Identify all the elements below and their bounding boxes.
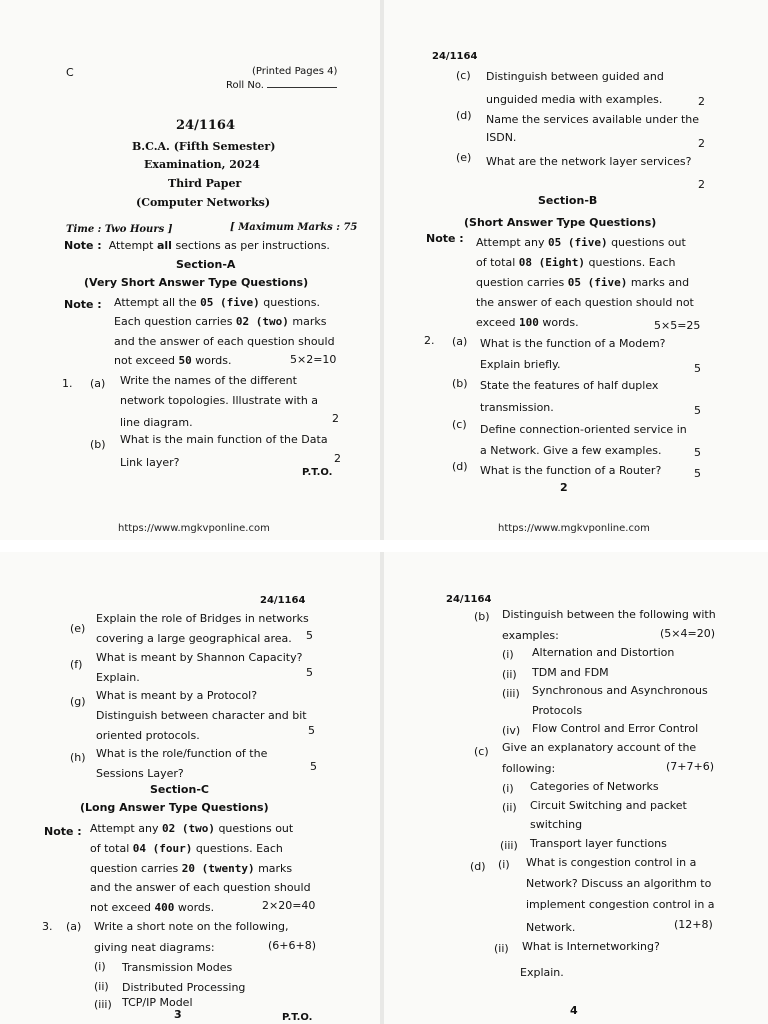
question-1b-marks: 2: [334, 452, 341, 465]
question-3c-item-2-label: (ii): [502, 801, 517, 814]
question-2g-label: (g): [70, 695, 86, 708]
question-3a-item-2-label: (ii): [94, 980, 109, 993]
section-a-note-label: Note :: [64, 298, 102, 311]
section-c-note-marks: 2×20=40: [262, 899, 316, 912]
question-1d-marks: 2: [698, 137, 705, 150]
section-c-note-line-5: not exceed 400 words.: [90, 901, 215, 914]
paper-code: 24/1164: [432, 51, 478, 62]
paper-number: Third Paper: [168, 177, 242, 190]
question-3d-i-line-1: What is congestion control in a: [526, 856, 697, 869]
question-3a-label: (a): [66, 920, 82, 933]
section-c-subtitle: (Long Answer Type Questions): [80, 801, 269, 814]
question-3a-item-2: Distributed Processing: [122, 981, 246, 994]
page-number: 2: [560, 481, 568, 494]
section-b-note-line-1: Attempt any 05 (five) questions out: [476, 236, 686, 249]
question-3c-item-2-cont: switching: [530, 818, 583, 831]
question-1a-line-3: line diagram.: [120, 416, 193, 429]
paper-code: 24/1164: [260, 595, 306, 606]
question-3a-item-1: Transmission Modes: [122, 961, 233, 974]
question-3d-i-line-2: Network? Discuss an algorithm to: [526, 877, 712, 890]
question-2c-line-2: a Network. Give a few examples.: [480, 444, 662, 457]
section-b-title: Section-B: [538, 194, 598, 207]
question-2f-label: (f): [70, 658, 83, 671]
question-3d-i-line-4: Network.: [526, 921, 576, 934]
question-1e-marks: 2: [698, 178, 705, 191]
roll-number: [226, 78, 337, 92]
general-note: [64, 239, 330, 252]
question-2g-line-2: Distinguish between character and bit: [96, 709, 307, 722]
section-a-note-marks: 5×2=10: [290, 353, 337, 366]
section-b-subtitle: (Short Answer Type Questions): [464, 216, 657, 229]
general-note-pre: Attempt: [108, 239, 154, 252]
question-2b-line-1: State the features of half duplex: [480, 379, 659, 392]
page-4: [384, 552, 768, 1024]
pto-mark: P.T.O.: [302, 467, 333, 478]
paper-code: 24/1164: [176, 118, 236, 133]
question-1-number: 1.: [62, 377, 73, 390]
page-divider-horizontal: [0, 540, 768, 552]
question-2-number: 2.: [424, 334, 435, 347]
question-2d-line-1: What is the function of a Router?: [480, 464, 662, 477]
section-c-note-line-4: and the answer of each question should: [90, 881, 311, 894]
question-1b-line-2: Link layer?: [120, 456, 180, 469]
paper-code: 24/1164: [446, 594, 492, 605]
question-2f-marks: 5: [306, 666, 313, 679]
question-3c-item-1: Categories of Networks: [530, 780, 659, 793]
page-2: [384, 0, 768, 540]
corner-mark: C: [66, 66, 74, 79]
section-c-title: Section-C: [150, 783, 209, 796]
question-2f-line-2: Explain.: [96, 671, 140, 684]
page-number: 3: [174, 1008, 182, 1021]
section-c-note-line-2: of total 04 (four) questions. Each: [90, 842, 283, 855]
question-1c-label: (c): [456, 69, 471, 82]
question-1a-label: (a): [90, 377, 106, 390]
question-1d-line-1: Name the services available under the: [486, 113, 700, 126]
section-a-note-line-1: Attempt all the 05 (five) questions.: [114, 296, 321, 309]
question-3b-label: (b): [474, 610, 490, 623]
question-2e-line-2: covering a large geographical area.: [96, 632, 292, 645]
question-1d-label: (d): [456, 109, 472, 122]
question-1a-marks: 2: [332, 412, 339, 425]
question-3b-item-1: Alternation and Distortion: [532, 646, 675, 659]
section-b-note-line-3: question carries 05 (five) marks and: [476, 276, 690, 289]
question-3b-item-2: TDM and FDM: [532, 666, 609, 679]
question-1a-line-2: network topologies. Illustrate with a: [120, 394, 319, 407]
question-3a-marks: (6+6+8): [268, 939, 317, 952]
page-number: 4: [570, 1004, 578, 1017]
section-b-note-marks: 5×5=25: [654, 319, 701, 332]
question-3-number: 3.: [42, 920, 53, 933]
general-note-label: Note :: [64, 239, 102, 252]
subject-title: (Computer Networks): [136, 196, 271, 209]
question-3b-item-3-cont: Protocols: [532, 704, 583, 717]
pto-mark: P.T.O.: [282, 1012, 313, 1023]
question-3c-line-1: Give an explanatory account of the: [502, 741, 697, 754]
question-3a-line-2: giving neat diagrams:: [94, 941, 215, 954]
question-2d-marks: 5: [694, 467, 701, 480]
question-1c-marks: 2: [698, 95, 705, 108]
question-3b-marks: (5×4=20): [660, 627, 716, 640]
question-3b-item-3-label: (iii): [502, 687, 520, 700]
question-3c-item-1-label: (i): [502, 782, 514, 795]
question-3c-item-2: Circuit Switching and packet: [530, 799, 687, 812]
printed-pages: (Printed Pages 4): [252, 66, 338, 77]
question-3c-item-3: Transport layer functions: [530, 837, 667, 850]
question-1d-line-2: ISDN.: [486, 131, 517, 144]
question-3d-i-label: (i): [498, 858, 510, 871]
question-2g-marks: 5: [308, 724, 315, 737]
section-b-note-line-2: of total 08 (Eight) questions. Each: [476, 256, 676, 269]
question-2a-marks: 5: [694, 362, 701, 375]
section-a-note-line-2: Each question carries 02 (two) marks: [114, 315, 327, 328]
question-3b-item-2-label: (ii): [502, 668, 517, 681]
question-3b-item-4: Flow Control and Error Control: [532, 722, 699, 735]
page-1: [0, 0, 380, 540]
footer-url: https://www.mgkvponline.com: [498, 523, 650, 534]
question-2g-line-1: What is meant by a Protocol?: [96, 689, 258, 702]
question-3d-i-line-3: implement congestion control in a: [526, 898, 715, 911]
question-3d-label: (d): [470, 860, 486, 873]
question-2b-marks: 5: [694, 404, 701, 417]
page-3: [0, 552, 380, 1024]
section-a-note-line-4: not exceed 50 words.: [114, 354, 232, 367]
question-1e-label: (e): [456, 151, 472, 164]
question-2h-line-2: Sessions Layer?: [96, 767, 184, 780]
question-3d-ii-label: (ii): [494, 942, 509, 955]
question-1b-label: (b): [90, 438, 106, 451]
question-3a-item-3: TCP/IP Model: [122, 996, 193, 1009]
question-1a-line-1: Write the names of the different: [120, 374, 297, 387]
question-3d-ii-line-2: Explain.: [520, 966, 564, 979]
question-2f-line-1: What is meant by Shannon Capacity?: [96, 651, 303, 664]
question-2e-label: (e): [70, 622, 86, 635]
section-c-note-label: Note :: [44, 825, 82, 838]
question-3c-item-3-label: (iii): [500, 839, 518, 852]
question-2a-label: (a): [452, 335, 468, 348]
section-c-note-line-1: Attempt any 02 (two) questions out: [90, 822, 294, 835]
general-note-all: all: [156, 239, 172, 252]
section-a-title: Section-A: [176, 258, 236, 271]
section-a-note-line-3: and the answer of each question should: [114, 335, 335, 348]
question-2e-line-1: Explain the role of Bridges in networks: [96, 612, 309, 625]
question-3b-line-2: examples:: [502, 629, 559, 642]
question-2c-line-1: Define connection-oriented service in: [480, 423, 687, 436]
course-title: B.C.A. (Fifth Semester): [132, 140, 276, 153]
question-1c-line-1: Distinguish between guided and: [486, 70, 664, 83]
question-3d-i-marks: (12+8): [674, 918, 713, 931]
question-2e-marks: 5: [306, 629, 313, 642]
roll-number-line: [267, 78, 337, 88]
question-2h-marks: 5: [310, 760, 317, 773]
question-1e-line-1: What are the network layer services?: [486, 155, 692, 168]
section-c-note-line-3: question carries 20 (twenty) marks: [90, 862, 293, 875]
question-2b-line-2: transmission.: [480, 401, 554, 414]
question-3c-label: (c): [474, 745, 489, 758]
question-3b-item-1-label: (i): [502, 648, 514, 661]
question-2h-label: (h): [70, 751, 86, 764]
question-3a-item-1-label: (i): [94, 960, 106, 973]
question-2b-label: (b): [452, 377, 468, 390]
max-marks: [ Maximum Marks : 75: [230, 222, 358, 233]
question-2c-marks: 5: [694, 446, 701, 459]
question-3a-line-1: Write a short note on the following,: [94, 920, 289, 933]
question-3c-line-2: following:: [502, 762, 556, 775]
section-a-subtitle: (Very Short Answer Type Questions): [84, 276, 309, 289]
section-b-note-line-4: the answer of each question should not: [476, 296, 694, 309]
footer-url: https://www.mgkvponline.com: [118, 523, 270, 534]
question-1c-line-2: unguided media with examples.: [486, 93, 663, 106]
question-3d-ii-line-1: What is Internetworking?: [522, 940, 660, 953]
question-3b-item-3: Synchronous and Asynchronous: [532, 684, 708, 697]
question-2a-line-2: Explain briefly.: [480, 358, 561, 371]
question-2a-line-1: What is the function of a Modem?: [480, 337, 666, 350]
question-2h-line-1: What is the role/function of the: [96, 747, 268, 760]
time-allowed: Time : Two Hours ]: [66, 224, 173, 235]
exam-title: Examination, 2024: [144, 158, 260, 171]
section-b-note-line-5: exceed 100 words.: [476, 316, 579, 329]
general-note-post: sections as per instructions.: [175, 239, 330, 252]
question-2g-line-3: oriented protocols.: [96, 729, 200, 742]
section-b-note-label: Note :: [426, 232, 464, 245]
question-3b-item-4-label: (iv): [502, 724, 521, 737]
question-3a-item-3-label: (iii): [94, 998, 112, 1011]
question-3b-line-1: Distinguish between the following with: [502, 608, 716, 621]
question-3c-marks: (7+7+6): [666, 760, 715, 773]
roll-number-label: Roll No.: [226, 80, 264, 91]
question-2c-label: (c): [452, 418, 467, 431]
question-1b-line-1: What is the main function of the Data: [120, 433, 328, 446]
question-2d-label: (d): [452, 460, 468, 473]
